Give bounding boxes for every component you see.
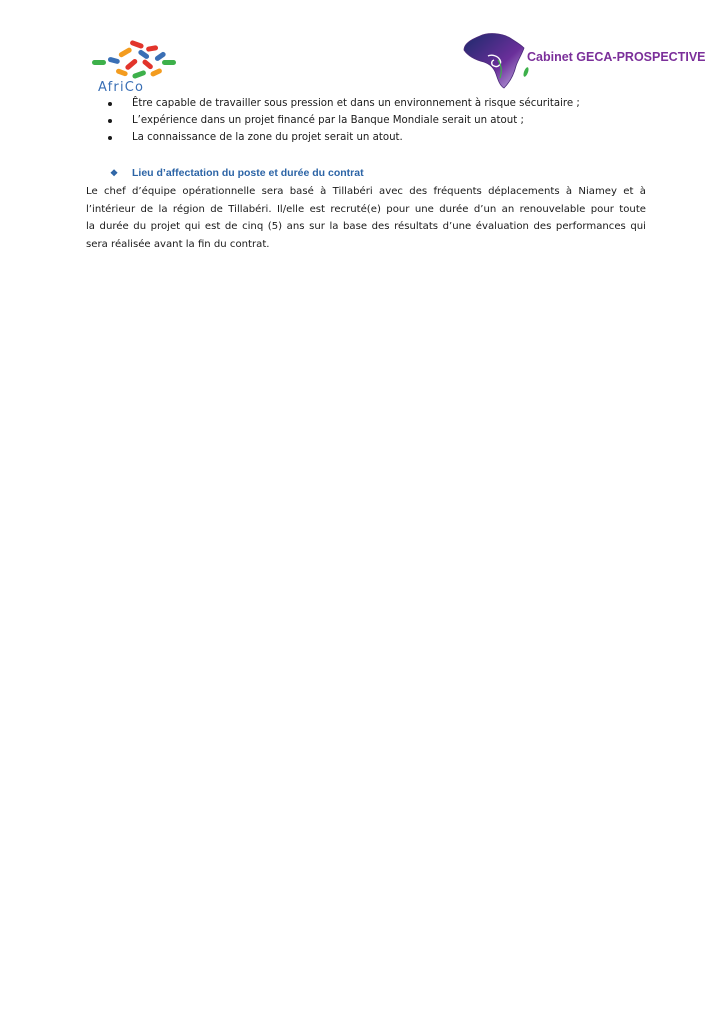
geca-prospective-logo-text: Cabinet GECA-PROSPECTIVE — [527, 50, 706, 64]
paragraph-line: Le chef d’équipe opérationnelle sera basé à Tillabéri avec des fréquents déplacements à Niamey et à — [86, 186, 646, 197]
paragraph-line: l’intérieur de la région de Tillabéri. Il/elle est recruté(e) pour une durée d’un an renouvelable pour toute — [86, 203, 646, 215]
section-heading — [110, 167, 364, 179]
diamond-bullet-icon: ❖ — [110, 168, 119, 178]
paragraph-line: sera réalisée avant la fin du contrat. — [86, 239, 270, 251]
africo-logo-text: AfriCo — [98, 80, 145, 95]
list-item: La connaissance de la zone du projet serait un atout. — [104, 129, 664, 146]
list-item: L’expérience dans un projet financé par la Banque Mondiale serait un atout ; — [104, 112, 664, 129]
list-item: Être capable de travailler sous pression et dans un environnement à risque sécuritaire ; — [104, 95, 664, 112]
paragraph-line: la durée du projet qui est de cinq (5) ans sur la base des résultats d’une évaluation des performances qui — [86, 221, 646, 233]
section-paragraph — [86, 183, 646, 254]
requirements-bullet-list — [104, 95, 664, 146]
africa-map-logo-icon — [458, 30, 538, 90]
section-heading-text: Lieu d’affectation du poste et durée du contrat — [132, 167, 364, 179]
